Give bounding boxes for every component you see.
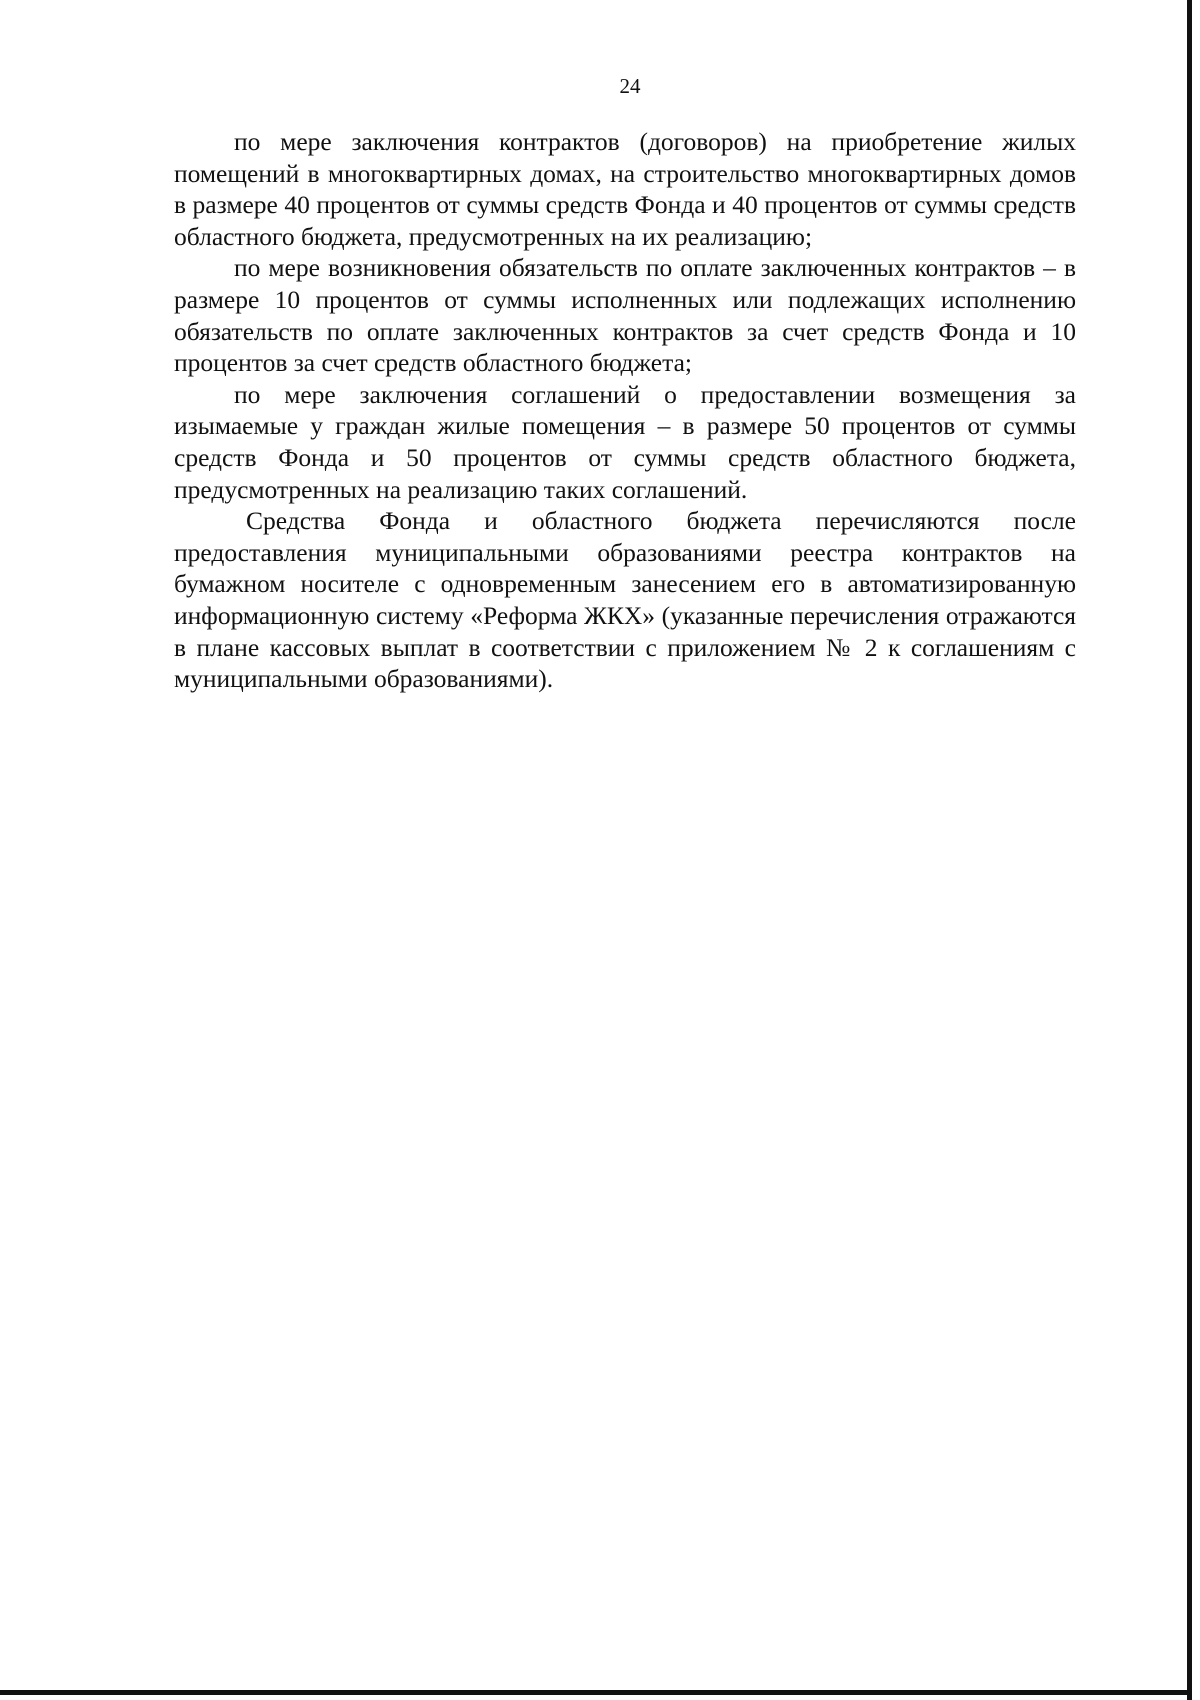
paragraph-contracts-conclusion: по мере заключения контрактов (договоров) на приобретение жилых помещений в многоквартирных домах, на строительство многоквартирных домов в размере 40 процентов от суммы средств Фонда и 40 процентов от суммы средств областного бюджета, предусмотренных на их реализацию; [174, 127, 1076, 251]
scan-edge-right [1187, 0, 1192, 1700]
page-number: 24 [619, 74, 641, 98]
paragraph-compensation-agreements: по мере заключения соглашений о предоставлении возмещения за изымаемые у граждан жилые помещения – в размере 50 процентов от суммы средств Фонда и 50 процентов от суммы средств областного бюджета, предусмотренных на реализацию таких соглашений. [174, 379, 1076, 504]
document-body [174, 126, 1076, 695]
paragraph-funds-transfer: Средства Фонда и областного бюджета перечисляются после предоставления муниципальными образованиями реестра контрактов на бумажном носителе с одновременным занесением его в автоматизированную информационную систему «Реформа ЖКХ» (указанные перечисления отражаются в плане кассовых выплат в соответствии с приложением № 2 к соглашениям с муниципальными образованиями). [174, 506, 1076, 694]
scan-edge-bottom [0, 1690, 1192, 1695]
paragraph-obligations: по мере возникновения обязательств по оплате заключенных контрактов – в размере 10 процентов от суммы исполненных или подлежащих исполнению обязательств по оплате заключенных контрактов за счет средств Фонда и 10 процентов за счет средств областного бюджета; [174, 253, 1076, 378]
